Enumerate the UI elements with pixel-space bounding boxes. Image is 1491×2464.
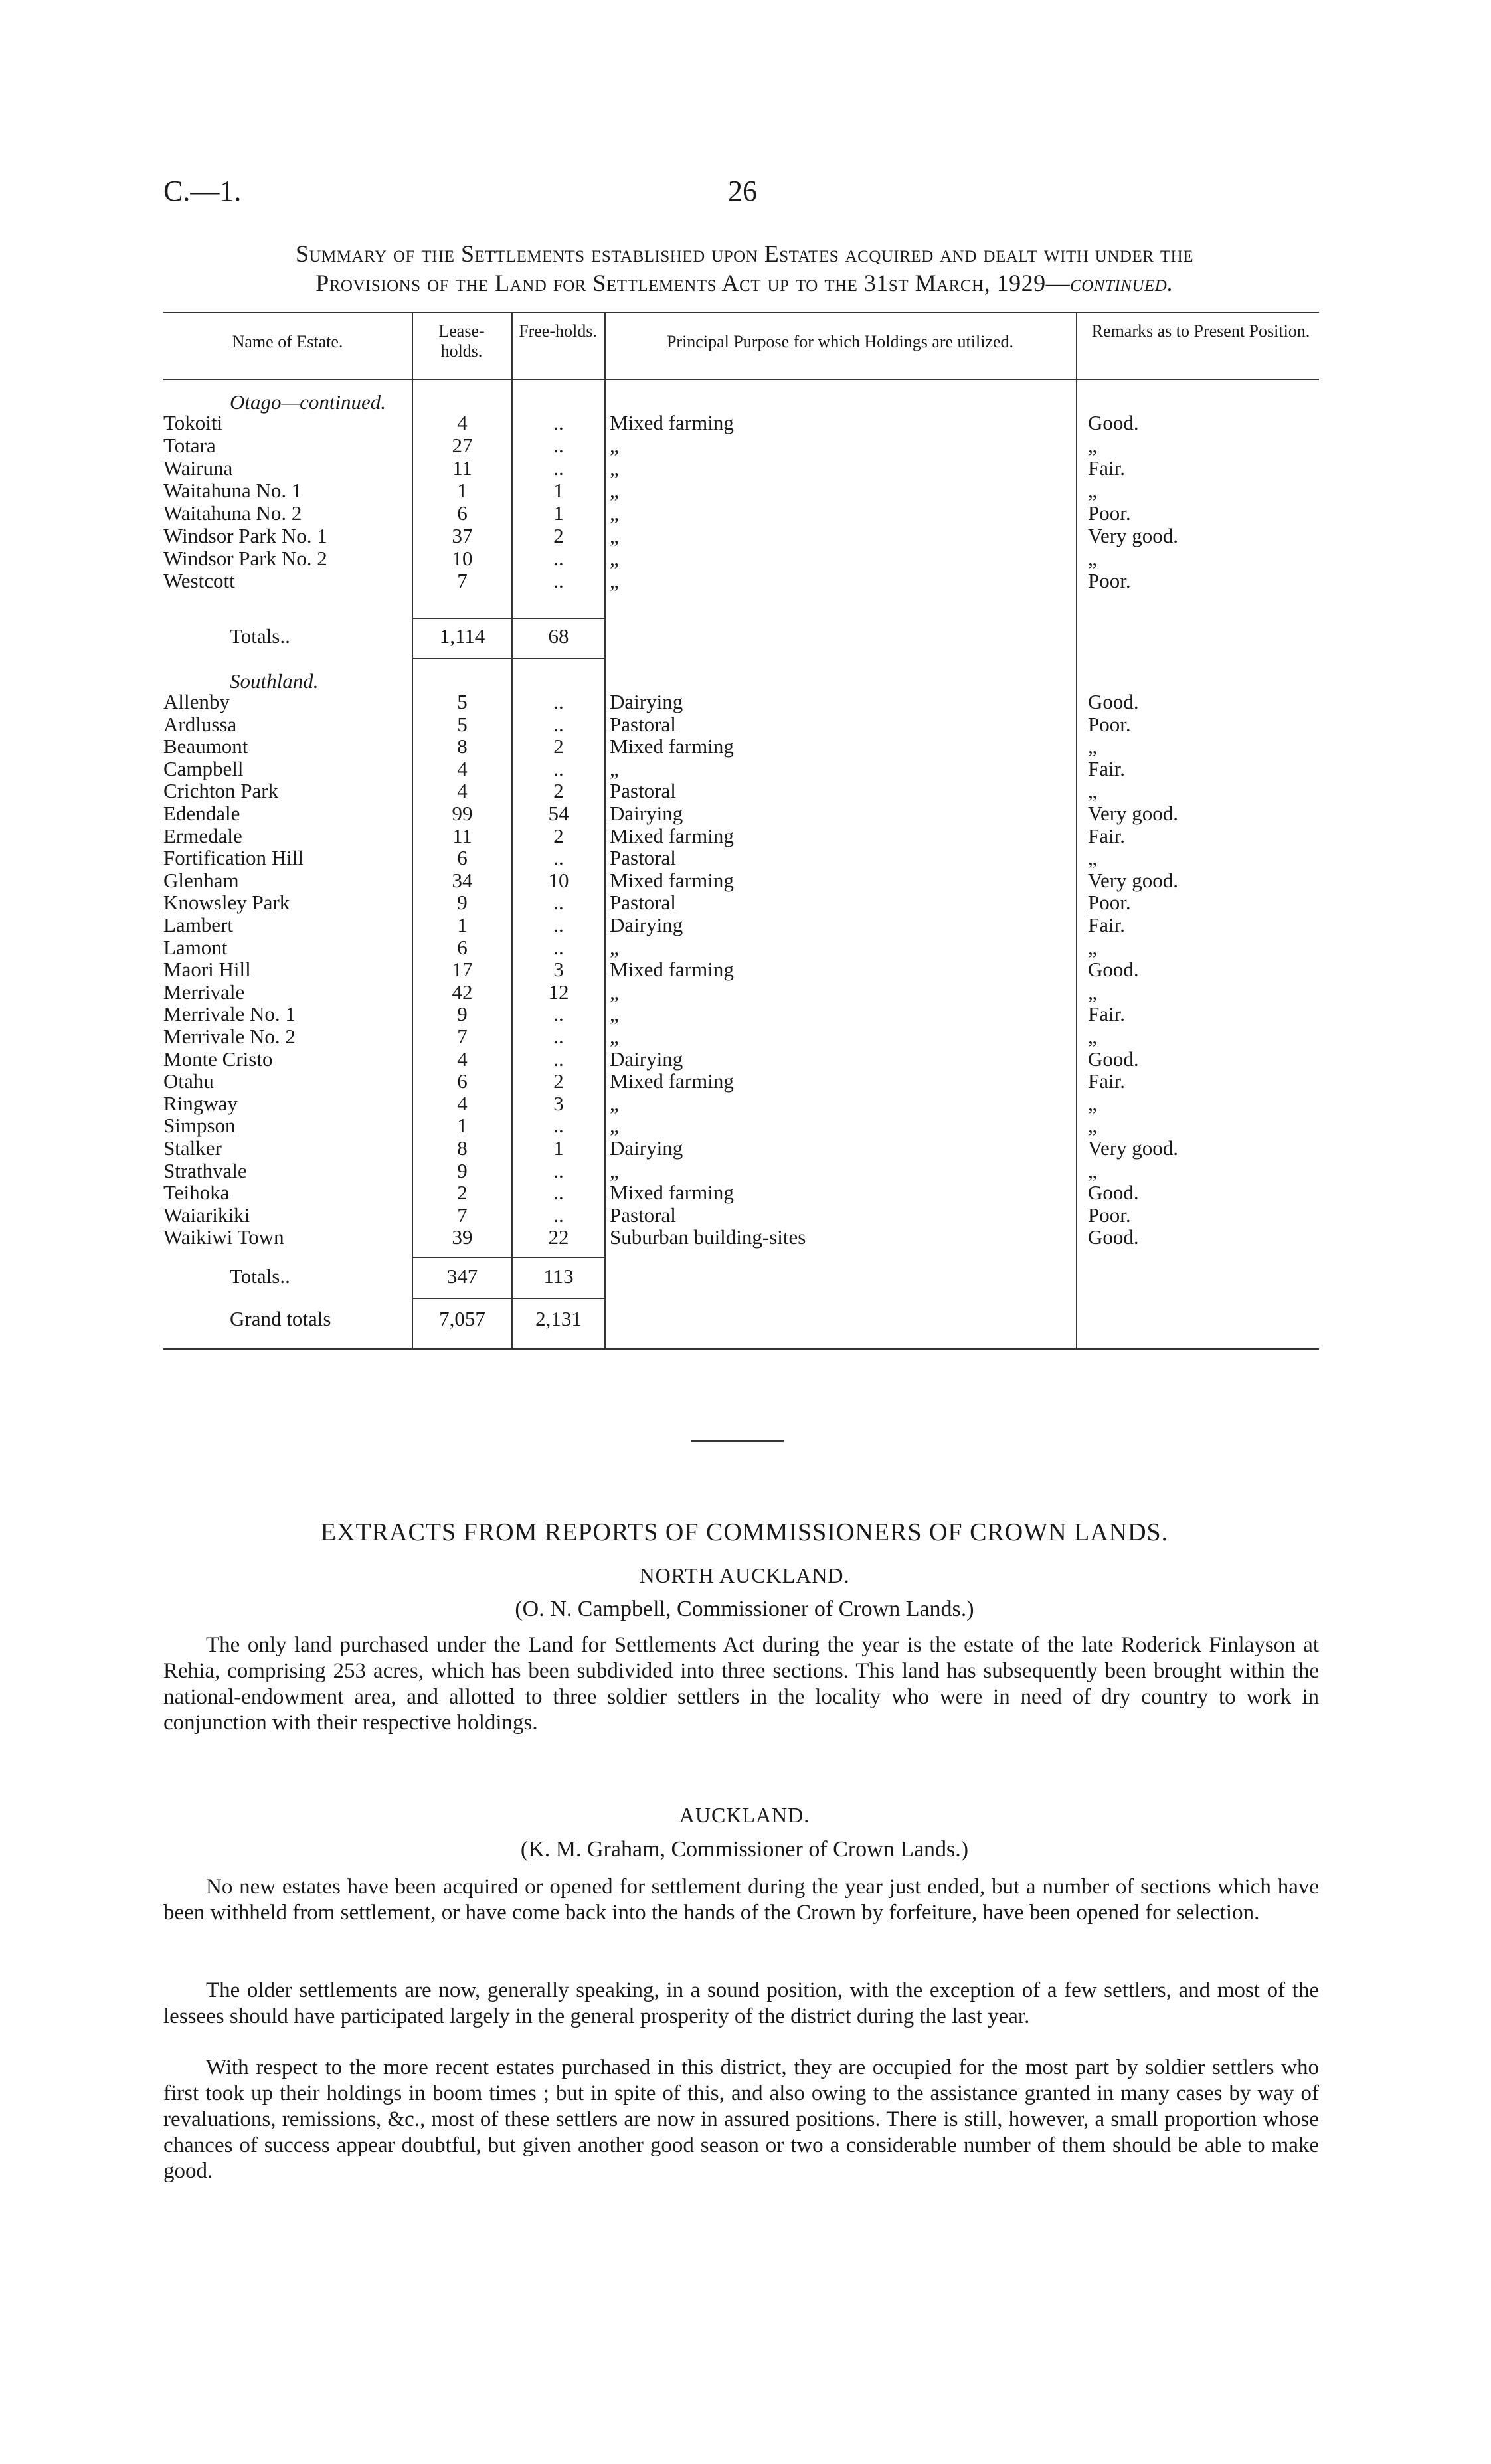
leaseholds-value: 7: [457, 1025, 468, 1048]
remarks-value: Good.: [1088, 690, 1139, 713]
estate-name: Stalker: [163, 1136, 222, 1160]
table-row: [163, 570, 1319, 592]
estate-name: Otahu: [163, 1069, 214, 1093]
table-row: [163, 780, 1319, 802]
leaseholds-value: 8: [457, 1136, 468, 1160]
table-row: [163, 691, 1319, 713]
report-reference: C.—1.: [163, 175, 242, 207]
purpose-value: Pastoral: [610, 891, 676, 915]
remarks-value: „: [1088, 980, 1097, 1004]
settlements-table: [163, 312, 1319, 1355]
remarks-value: „: [1088, 479, 1097, 502]
remarks-value: Good.: [1088, 958, 1139, 982]
freeholds-value: ..: [553, 1047, 564, 1071]
leaseholds-value: 6: [457, 501, 468, 525]
purpose-value: „: [610, 1002, 619, 1026]
freeholds-value: ..: [553, 1025, 564, 1048]
leaseholds-value: 34: [452, 868, 473, 892]
freeholds-value: 54: [548, 802, 569, 825]
estate-name: Waikiwi Town: [163, 1225, 284, 1249]
remarks-value: Fair.: [1088, 913, 1125, 936]
remarks-value: Good.: [1088, 411, 1139, 434]
freeholds-value: ..: [553, 913, 564, 936]
remarks-value: Fair.: [1088, 756, 1125, 780]
freeholds-value: 22: [548, 1225, 569, 1249]
north-auckland-byline: (O. N. Campbell, Commissioner of Crown Lands.): [515, 1597, 974, 1621]
table-row: [163, 914, 1319, 936]
leaseholds-value: 6: [457, 1069, 468, 1093]
purpose-value: Mixed farming: [610, 735, 734, 758]
purpose-value: Mixed farming: [610, 958, 734, 982]
freeholds-value: ..: [553, 1158, 564, 1182]
remarks-value: Very good.: [1088, 1136, 1179, 1160]
purpose-value: Mixed farming: [610, 1069, 734, 1093]
purpose-value: „: [610, 456, 619, 480]
auckland-byline: (K. M. Graham, Commissioner of Crown Lands.): [520, 1837, 969, 1862]
purpose-value: „: [610, 547, 619, 570]
remarks-value: Fair.: [1088, 456, 1125, 480]
table-row: [163, 1182, 1319, 1203]
leaseholds-value: 17: [452, 958, 473, 982]
estate-name: Simpson: [163, 1114, 236, 1138]
purpose-value: „: [610, 479, 619, 502]
freeholds-value: ..: [553, 756, 564, 780]
leaseholds-value: 39: [452, 1225, 473, 1249]
purpose-value: „: [610, 935, 619, 959]
leaseholds-value: 1: [457, 1114, 468, 1138]
table-row: [163, 1003, 1319, 1025]
purpose-value: „: [610, 1158, 619, 1182]
freeholds-value: 2: [553, 1069, 564, 1093]
purpose-value: Mixed farming: [610, 411, 734, 434]
freeholds-value: ..: [553, 891, 564, 915]
leaseholds-value: 9: [457, 1158, 468, 1182]
purpose-value: Suburban building-sites: [610, 1225, 806, 1249]
remarks-value: „: [1088, 735, 1097, 758]
auckland-heading: AUCKLAND.: [679, 1803, 810, 1827]
otago-totals-rule: [412, 618, 604, 619]
leaseholds-value: 4: [457, 779, 468, 803]
estate-name: Merrivale: [163, 980, 245, 1004]
estate-name: Ringway: [163, 1091, 238, 1115]
purpose-value: Dairying: [610, 1136, 683, 1160]
estate-name: Maori Hill: [163, 958, 251, 982]
estate-name: Westcott: [163, 569, 235, 592]
table-row: [163, 457, 1319, 479]
estate-name: Windsor Park No. 2: [163, 547, 327, 570]
leaseholds-value: 4: [457, 411, 468, 434]
estate-name: Tokoiti: [163, 411, 223, 434]
freeholds-value: 1: [553, 501, 564, 525]
southland-totals-leaseholds: 347: [446, 1265, 478, 1288]
purpose-value: Mixed farming: [610, 824, 734, 847]
header-leaseholds: Lease-holds.: [438, 321, 485, 361]
leaseholds-value: 5: [457, 712, 468, 736]
estate-name: Merrivale No. 2: [163, 1025, 296, 1048]
freeholds-value: ..: [553, 846, 564, 870]
remarks-value: Poor.: [1088, 891, 1131, 915]
estate-name: Waitahuna No. 1: [163, 479, 302, 502]
freeholds-value: ..: [553, 935, 564, 959]
leaseholds-value: 8: [457, 735, 468, 758]
southland-totals-freeholds: 113: [543, 1265, 574, 1288]
table-row: [163, 713, 1319, 735]
estate-name: Glenham: [163, 868, 239, 892]
remarks-value: Fair.: [1088, 824, 1125, 847]
leaseholds-value: 42: [452, 980, 473, 1004]
freeholds-value: 2: [553, 824, 564, 847]
leaseholds-value: 1: [457, 479, 468, 502]
table-row: [163, 825, 1319, 847]
purpose-value: Mixed farming: [610, 868, 734, 892]
remarks-value: Good.: [1088, 1181, 1139, 1205]
purpose-value: Dairying: [610, 690, 683, 713]
otago-totals-leaseholds: 1,114: [439, 624, 485, 648]
remarks-value: Poor.: [1088, 569, 1131, 592]
estate-name: Fortification Hill: [163, 846, 304, 870]
southland-totals-label: Totals..: [230, 1265, 290, 1288]
estate-name: Totara: [163, 434, 216, 457]
freeholds-value: 3: [553, 1091, 564, 1115]
table-row: [163, 547, 1319, 569]
purpose-value: Dairying: [610, 802, 683, 825]
table-top-rule: [163, 312, 1319, 313]
leaseholds-value: 10: [452, 547, 473, 570]
freeholds-value: ..: [553, 547, 564, 570]
table-row: [163, 847, 1319, 869]
freeholds-value: ..: [553, 712, 564, 736]
freeholds-value: 12: [548, 980, 569, 1004]
table-row: [163, 981, 1319, 1003]
estate-name: Waitahuna No. 2: [163, 501, 302, 525]
estate-name: Ardlussa: [163, 712, 237, 736]
leaseholds-value: 27: [452, 434, 473, 457]
estate-name: Waiarikiki: [163, 1203, 250, 1227]
estate-name: Wairuna: [163, 456, 233, 480]
remarks-value: „: [1088, 935, 1097, 959]
leaseholds-value: 11: [452, 456, 472, 480]
table-row: [163, 1204, 1319, 1226]
freeholds-value: 2: [553, 524, 564, 547]
estate-name: Lambert: [163, 913, 234, 936]
remarks-value: Good.: [1088, 1225, 1139, 1249]
freeholds-value: ..: [553, 1114, 564, 1138]
north-auckland-paragraph: The only land purchased under the Land for Settlements Act during the year is the estate of the late Roderick Finlayson at Rehia, comprising 253 acres, which has been subdivided into three sections. This land has subsequently been brought within the national-endowment area, and allotted to three soldier settlers in the locality who were in need of dry country to work in conjunction with their respective holdings.: [163, 1633, 1319, 1735]
freeholds-value: 2: [553, 735, 564, 758]
remarks-value: „: [1088, 779, 1097, 803]
purpose-value: „: [610, 756, 619, 780]
purpose-value: „: [610, 980, 619, 1004]
table-row: [163, 891, 1319, 913]
leaseholds-value: 9: [457, 1002, 468, 1026]
section-divider: [691, 1440, 784, 1442]
auckland-paragraph-1: No new estates have been acquired or opened for settlement during the year just ended, but a number of sections which have been withheld from settlement, or have come back into the hands of the Crown by forfeiture, have been opened for selection.: [163, 1875, 1319, 1925]
purpose-value: „: [610, 434, 619, 457]
purpose-value: Mixed farming: [610, 1181, 734, 1205]
remarks-value: Fair.: [1088, 1002, 1125, 1026]
leaseholds-value: 7: [457, 569, 468, 592]
freeholds-value: ..: [553, 456, 564, 480]
leaseholds-value: 5: [457, 690, 468, 713]
leaseholds-value: 4: [457, 1047, 468, 1071]
purpose-value: Pastoral: [610, 846, 676, 870]
table-row: [163, 958, 1319, 980]
estate-name: Merrivale No. 1: [163, 1002, 296, 1026]
estate-name: Beaumont: [163, 735, 248, 758]
auckland-paragraph-2: The older settlements are now, generally speaking, in a sound position, with the exception of a few settlers, and most of the lessees should have participated largely in the general prosperity of the district during the last year.: [163, 1979, 1319, 2028]
remarks-value: Poor.: [1088, 501, 1131, 525]
freeholds-value: ..: [553, 1002, 564, 1026]
title-line-1: Summary of the Settlements established upon Estates acquired and dealt with under the: [295, 240, 1193, 267]
estate-name: Allenby: [163, 690, 230, 713]
remarks-value: Very good.: [1088, 868, 1179, 892]
auckland-paragraph-3: With respect to the more recent estates purchased in this district, they are occupied for the most part by soldier settlers who first took up their holdings in boom times ; but in spite of this, and also owing to the assistance granted in many cases by way of revaluations, remissions, &c., most of these settlers are now in assured positions. There is still, however, a small proportion whose chances of success appear doubtful, but given another good season or two a considerable number of them should be able to make good.: [163, 2056, 1319, 2183]
freeholds-value: 10: [548, 868, 569, 892]
remarks-value: „: [1088, 1091, 1097, 1115]
leaseholds-value: 6: [457, 846, 468, 870]
estate-name: Monte Cristo: [163, 1047, 273, 1071]
freeholds-value: ..: [553, 411, 564, 434]
freeholds-value: ..: [553, 569, 564, 592]
table-row: [163, 502, 1319, 524]
purpose-value: Dairying: [610, 913, 683, 936]
estate-name: Ermedale: [163, 824, 242, 847]
leaseholds-value: 9: [457, 891, 468, 915]
remarks-value: „: [1088, 1158, 1097, 1182]
remarks-value: Good.: [1088, 1047, 1139, 1071]
purpose-value: Dairying: [610, 1047, 683, 1071]
freeholds-value: ..: [553, 1181, 564, 1205]
table-header-rule: [163, 379, 1319, 380]
remarks-value: Poor.: [1088, 712, 1131, 736]
table-row: [163, 1226, 1319, 1248]
table-row: [163, 758, 1319, 780]
leaseholds-value: 4: [457, 1091, 468, 1115]
grand-totals-freeholds: 2,131: [535, 1307, 582, 1330]
grand-totals-label: Grand totals: [230, 1307, 331, 1330]
purpose-value: „: [610, 1025, 619, 1048]
leaseholds-value: 11: [452, 824, 472, 847]
purpose-value: „: [610, 1114, 619, 1138]
table-row: [163, 1070, 1319, 1092]
table-row: [163, 1137, 1319, 1159]
estate-name: Campbell: [163, 756, 244, 780]
purpose-value: Pastoral: [610, 779, 676, 803]
purpose-value: „: [610, 569, 619, 592]
leaseholds-value: 37: [452, 524, 473, 547]
estate-name: Strathvale: [163, 1158, 247, 1182]
otago-totals-bottom-rule: [412, 658, 604, 659]
table-row: [163, 525, 1319, 547]
remarks-value: „: [1088, 1025, 1097, 1048]
page-number: 26: [728, 175, 757, 207]
table-row: [163, 1025, 1319, 1047]
remarks-value: Poor.: [1088, 1203, 1131, 1227]
otago-totals-freeholds: 68: [548, 624, 569, 648]
estate-name: Lamont: [163, 935, 228, 959]
remarks-value: „: [1088, 1114, 1097, 1138]
estate-name: Teihoka: [163, 1181, 230, 1205]
freeholds-value: 3: [553, 958, 564, 982]
north-auckland-heading: NORTH AUCKLAND.: [639, 1563, 850, 1587]
leaseholds-value: 1: [457, 913, 468, 936]
southland-totals-bottom-rule: [412, 1298, 604, 1299]
table-row: [163, 936, 1319, 958]
table-row: [163, 1048, 1319, 1070]
leaseholds-value: 7: [457, 1203, 468, 1227]
purpose-value: „: [610, 524, 619, 547]
header-name-of-estate: Name of Estate.: [232, 332, 343, 351]
table-row: [163, 869, 1319, 891]
purpose-value: „: [610, 501, 619, 525]
freeholds-value: 2: [553, 779, 564, 803]
grand-totals-leaseholds: 7,057: [439, 1307, 485, 1330]
remarks-value: „: [1088, 547, 1097, 570]
remarks-value: Fair.: [1088, 1069, 1125, 1093]
table-title: [163, 239, 1326, 298]
remarks-value: „: [1088, 434, 1097, 457]
remarks-value: „: [1088, 846, 1097, 870]
freeholds-value: 1: [553, 1136, 564, 1160]
leaseholds-value: 2: [457, 1181, 468, 1205]
freeholds-value: ..: [553, 690, 564, 713]
extracts-heading: EXTRACTS FROM REPORTS OF COMMISSIONERS OF CROWN LANDS.: [320, 1518, 1169, 1546]
freeholds-value: ..: [553, 1203, 564, 1227]
table-row: [163, 412, 1319, 434]
header-freeholds: Free-holds.: [519, 321, 597, 341]
table-row: [163, 1114, 1319, 1136]
table-row: [163, 480, 1319, 501]
leaseholds-value: 99: [452, 802, 473, 825]
estate-name: Crichton Park: [163, 779, 279, 803]
table-row: [163, 1093, 1319, 1114]
estate-name: Edendale: [163, 802, 240, 825]
title-line-2: Provisions of the Land for Settlements Act up to the 31st March, 1929—continued.: [315, 270, 1174, 296]
leaseholds-value: 6: [457, 935, 468, 959]
remarks-value: Very good.: [1088, 524, 1179, 547]
leaseholds-value: 4: [457, 756, 468, 780]
table-row: [163, 434, 1319, 456]
purpose-value: „: [610, 1091, 619, 1115]
section-label-otago: Otago—continued.: [230, 391, 387, 414]
section-label-southland: Southland.: [230, 669, 319, 693]
header-principal-purpose: Principal Purpose for which Holdings are utilized.: [666, 332, 1014, 351]
purpose-value: Pastoral: [610, 1203, 676, 1227]
estate-name: Windsor Park No. 1: [163, 524, 327, 547]
header-remarks: Remarks as to Present Position.: [1091, 321, 1310, 341]
freeholds-value: 1: [553, 479, 564, 502]
estate-name: Knowsley Park: [163, 891, 290, 915]
table-row: [163, 1160, 1319, 1182]
remarks-value: Very good.: [1088, 802, 1179, 825]
table-row: [163, 802, 1319, 824]
freeholds-value: ..: [553, 434, 564, 457]
otago-totals-label: Totals..: [230, 624, 290, 648]
southland-totals-rule: [412, 1257, 604, 1258]
table-row: [163, 735, 1319, 757]
purpose-value: Pastoral: [610, 712, 676, 736]
table-bottom-rule: [163, 1348, 1319, 1350]
